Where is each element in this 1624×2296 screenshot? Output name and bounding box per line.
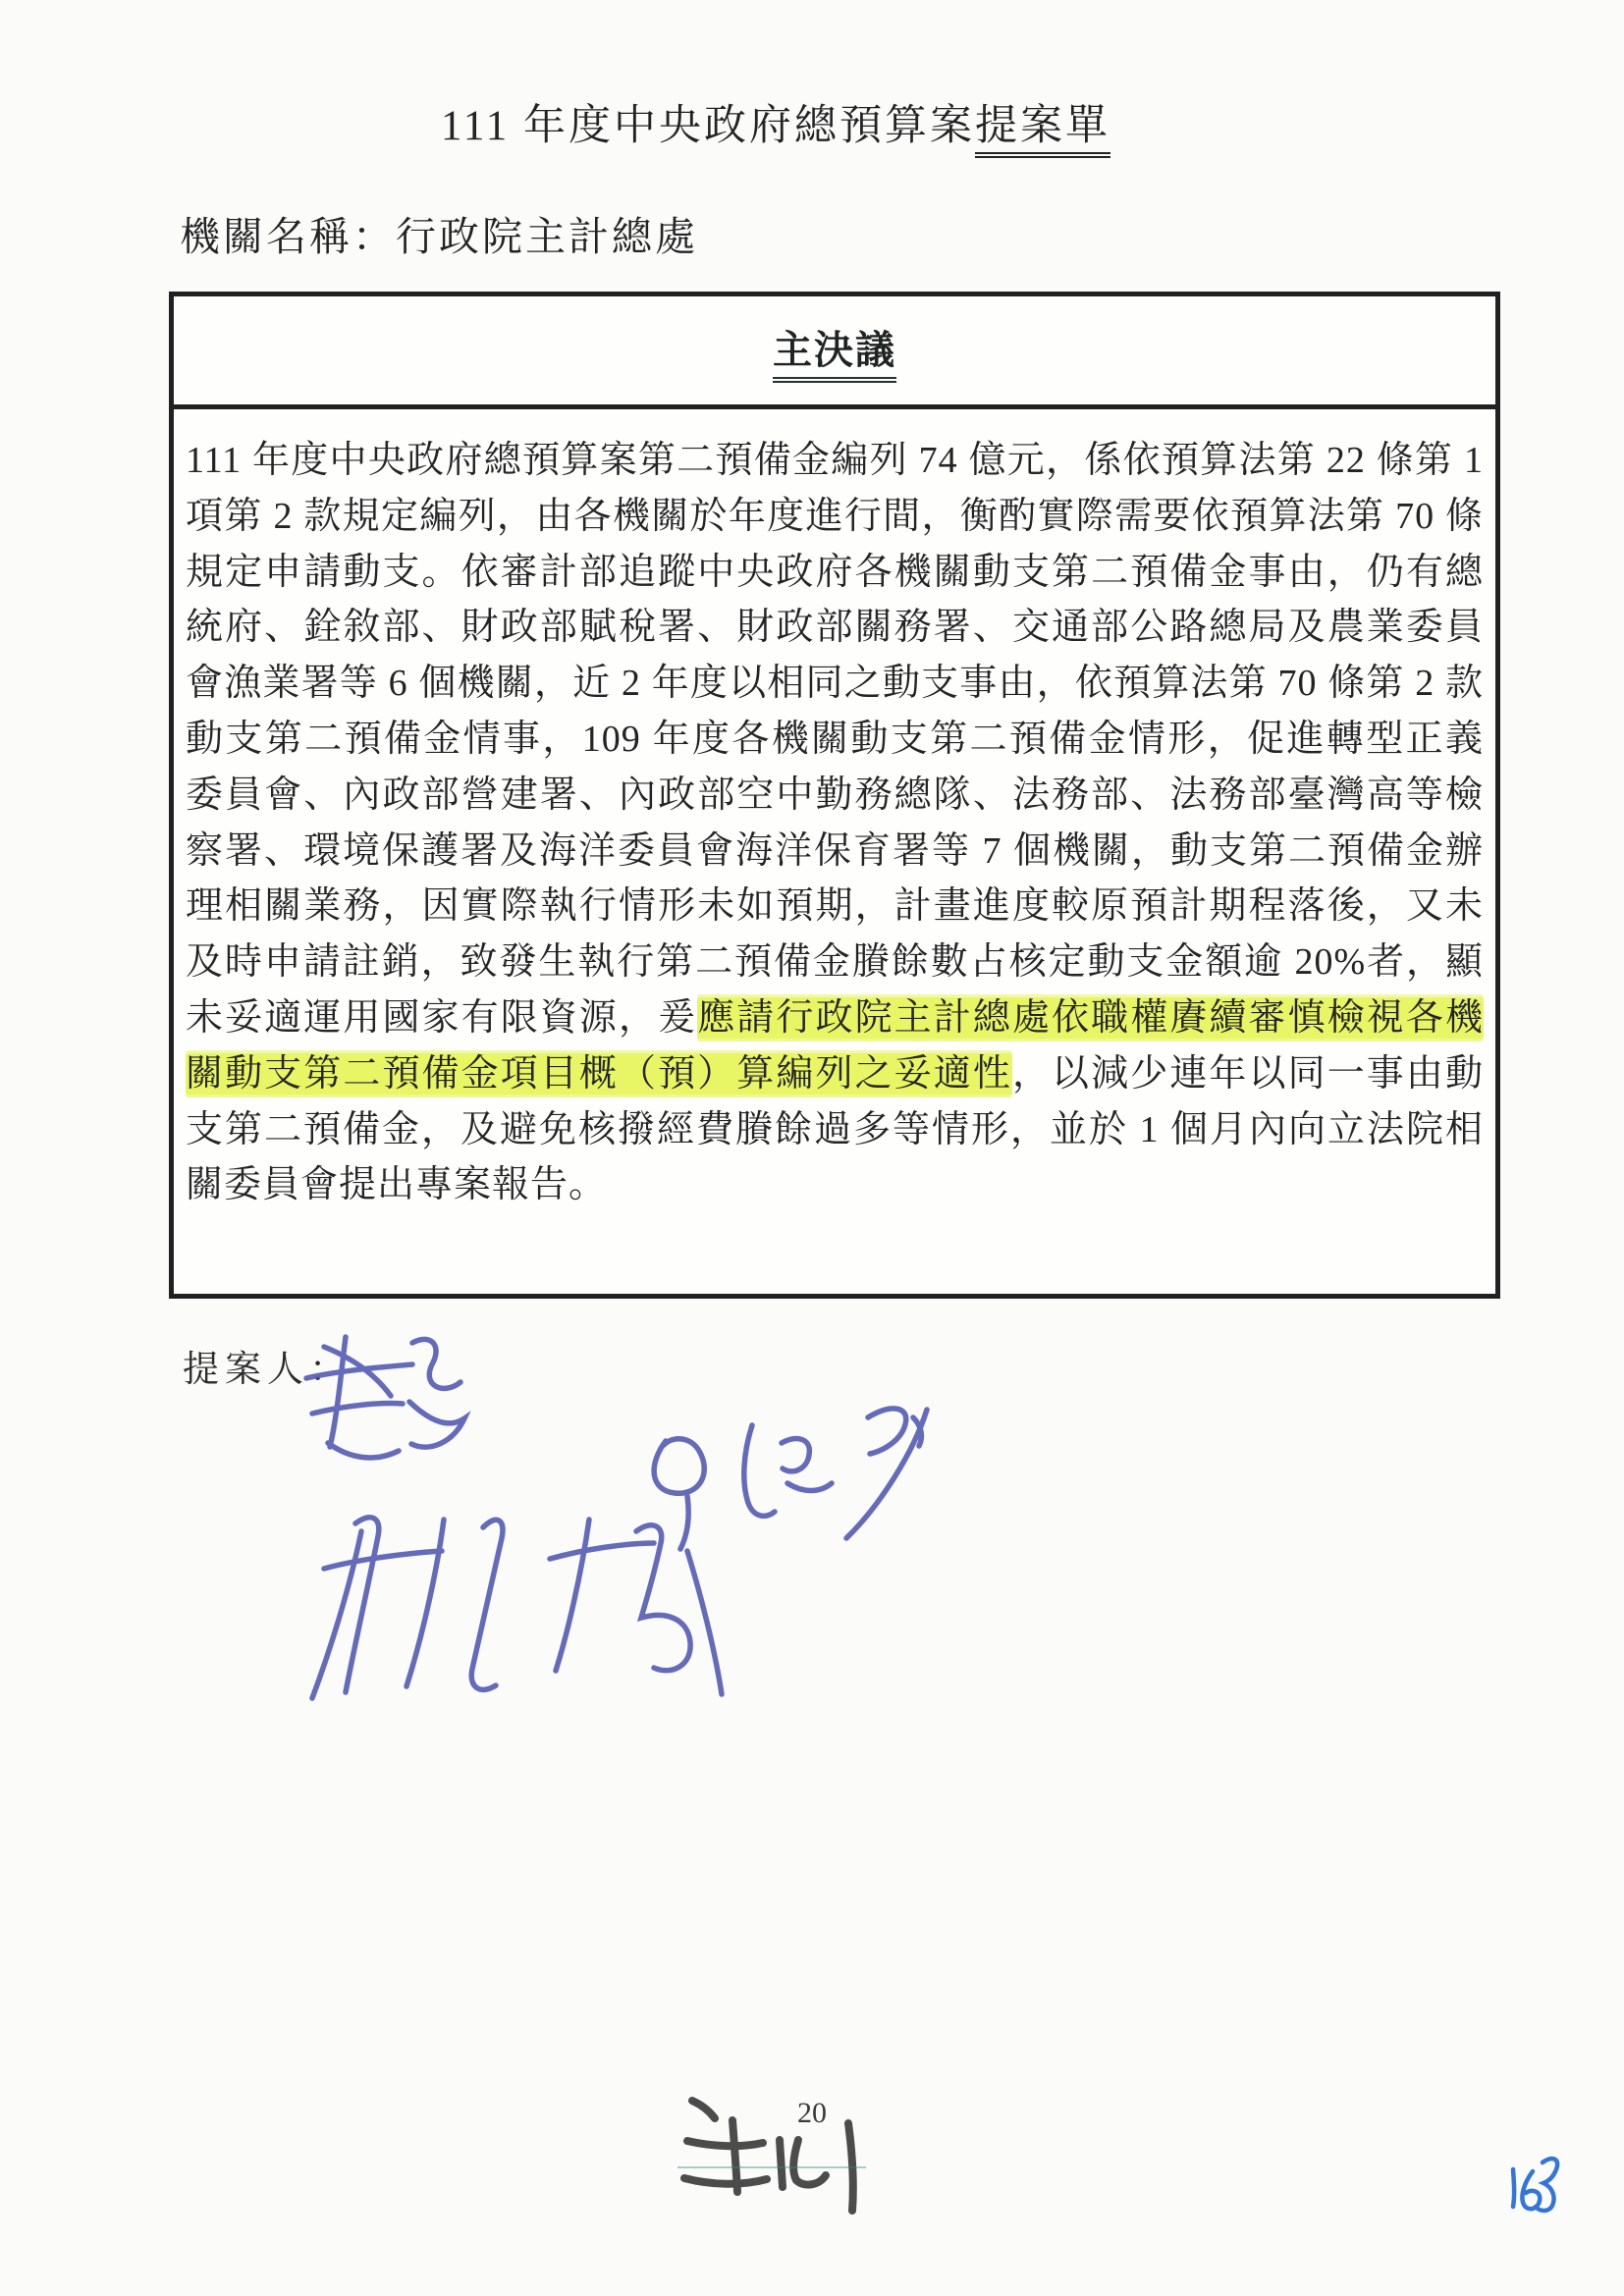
body-line: 會漁業署等 6 個機關，近 2 年度以相同之動支事由，依預算法第 70 條第 2 款 (186, 663, 1484, 705)
body-line: 111 年度中央政府總預算案第二預備金編列 74 億元，係依預算法第 22 條第 1 (186, 440, 1484, 481)
signature-2 (654, 1409, 927, 1549)
page-number: 20 (797, 2097, 827, 2129)
body-line: 委員會、內政部營建署、內政部空中勤務總隊、法務部、法務部臺灣高等檢 (186, 774, 1484, 816)
scanner-artifact-line (677, 2166, 866, 2168)
body-line: 統府、銓敘部、財政部賦稅署、財政部關務署、交通部公路總局及農業委員 (186, 607, 1484, 649)
body-line: 支第二預備金，及避免核撥經費賸餘過多等情形，並於 1 個月內向立法院相 (186, 1108, 1484, 1150)
main-resolution-box (169, 292, 1500, 1299)
signature-3 (312, 1518, 722, 1698)
body-line: 關委員會提出專案報告。 (186, 1164, 608, 1206)
body-line: 項第 2 款規定編列，由各機關於年度進行間，衡酌實際需要依預算法第 70 條 (186, 495, 1484, 537)
resolution-header-text: 主決議 (773, 319, 896, 383)
resolution-box-header (174, 296, 1495, 409)
body-line: 察署、環境保護署及海洋委員會海洋保育署等 7 個機關，動支第二預備金辦 (186, 829, 1484, 872)
highlighted-text: 關動支第二預備金項目概（預）算編列之妥適性 (186, 1052, 1012, 1095)
handwritten-number-163 (1513, 2159, 1557, 2211)
agency-name-line: 機關名稱：行政院主計總處 (180, 214, 698, 259)
document-title (0, 92, 1551, 152)
body-line: 關動支第二預備金項目概（預）算編列之妥適性，以減少連年以同一事由動 (186, 1052, 1484, 1095)
body-line: 動支第二預備金情事，109 年度各機關動支第二預備金情形，促進轉型正義 (186, 718, 1484, 760)
body-line: 及時申請註銷，致發生執行第二預備金賸餘數占核定動支金額逾 20%者，顯 (186, 941, 1484, 984)
highlighted-text: 應請行政院主計總處依職權賡續審慎檢視各機 (697, 996, 1484, 1039)
body-line: 理相關業務，因實際執行情形未如預期，計畫進度較原預計期程落後，又未 (186, 885, 1484, 928)
document-title-underlined: 提案單 (975, 103, 1110, 158)
body-line: 規定申請動支。依審計部追蹤中央政府各機關動支第二預備金事由，仍有總 (186, 551, 1484, 593)
resolution-body-text (174, 409, 1495, 1213)
document-title-main: 111 年度中央政府總預算案 (440, 103, 976, 149)
body-line: 未妥適運用國家有限資源，爰應請行政院主計總處依職權賡續審慎檢視各機 (186, 996, 1484, 1039)
proposer-label: 提案人： (183, 1350, 352, 1390)
